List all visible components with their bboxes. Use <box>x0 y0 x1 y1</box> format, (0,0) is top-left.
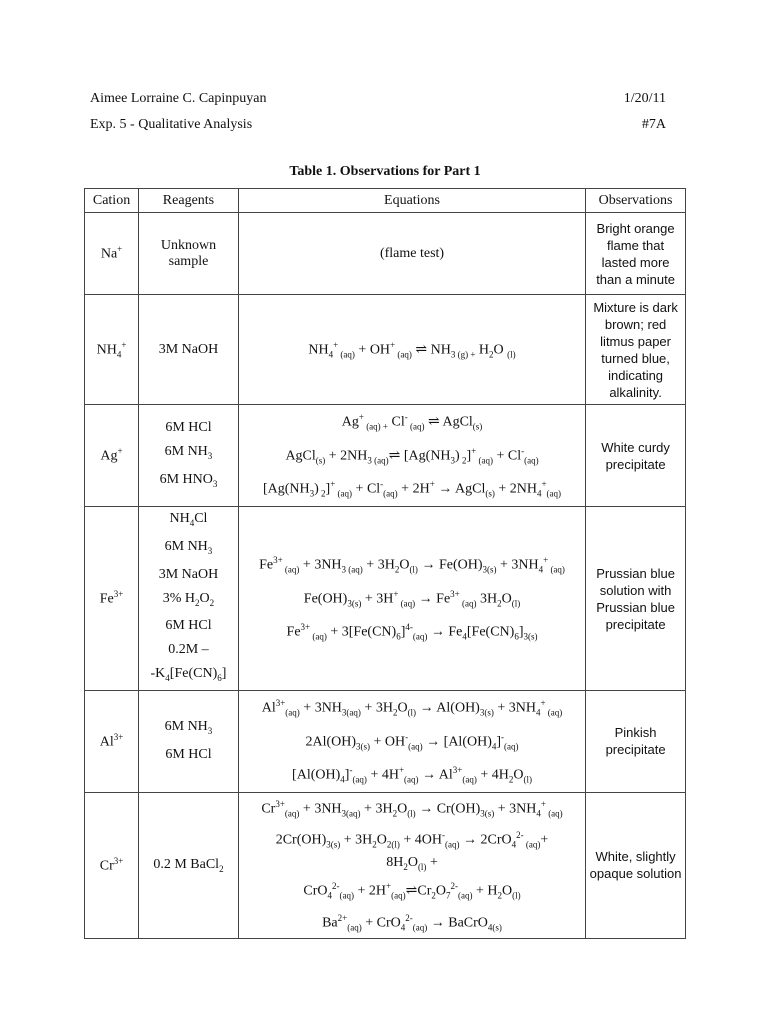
column-header: Reagents <box>139 189 239 213</box>
author-name: Aimee Lorraine C. Capinpuyan <box>90 91 267 106</box>
equation: $NH_4^+$ $_{(aq)}$ + OH+ $_{(aq)}$ ⇌ $NH_{3 (g) +}$ $H_2O$ $_{(l)}$ <box>308 339 516 360</box>
observation-cell: Bright orange flame that lasted more than a minute <box>586 213 686 295</box>
reagent: 6M HCl <box>165 419 212 435</box>
cation-cell: $Cr^{3+}$ <box>85 792 139 939</box>
equation: $Fe^{3+}$ $_{(aq)} + 3NH_{3 (aq)} + 3H_2O_{(l)} \to Fe(OH)_{3(s)} + 3NH_4^+$ $_{(aq)}$ <box>259 555 565 575</box>
table-row <box>85 405 686 507</box>
reagent: 6M $NH_3$ <box>164 719 213 737</box>
table-row <box>85 213 686 295</box>
equation: AgCl$_{(s)}$ + $2NH_{3 (aq)}\rightleftharpoons$ [$Ag(NH_3)$ $_2$]+ $_{(aq)} + Cl^-_{(aq)}$ <box>285 445 539 466</box>
equation: $Al^{3+}_{(aq)} + 3NH_{3(aq)} + 3H_2O_{(l)} \to Al(OH)_{3(s)} + 3NH_4^+$ $_{(aq)}$ <box>261 698 563 718</box>
equations-cell <box>238 295 585 405</box>
observation-cell: Prussian blue solution with Prussian blue precipitate <box>586 507 686 691</box>
equation: [$Ag(NH_3)$ $_2$]+ $_{(aq)} + Cl^-_{(aq)} + 2H^+$ → AgCl$_{(s)}$ + $2NH_4^+_{(aq)}$ <box>262 479 562 499</box>
cation-cell: Na+ <box>85 213 139 295</box>
equations-cell <box>238 691 585 792</box>
reagent: 3M NaOH <box>158 566 219 582</box>
equation: $Ba^{2+}_{(aq)} + CrO_4^{2-}_{(aq)}$ → BaCrO$_{4(s)}$ <box>322 912 502 933</box>
column-header: Equations <box>238 189 585 213</box>
equations-cell <box>238 507 585 691</box>
equation: $Fe(OH)_{3(s)} + 3H^+$ $_{(aq)} \to Fe^{3+}$ $_{(aq)}$ $3H_2O_{(l)}$ <box>303 588 521 609</box>
equation: $[Al(OH)_4]^-_{(aq)} + 4H^+_{(aq)} \to Al^{3+}_{(aq)} + 4H_2O_{(l)}$ <box>292 765 532 785</box>
table-row <box>85 792 686 939</box>
table-title: Table 1. Observations for Part 1 <box>289 164 481 179</box>
reagents-cell <box>139 405 239 507</box>
reagent: 0.2M – <box>168 642 209 658</box>
equation: $2Cr(OH)_{3(s)} + 3H_2O_{2(l)} + 4OH^-_{(aq)} \to 2CrO_4^{2-}$ $_{(aq)}$+ <box>275 830 549 850</box>
cation-cell: $Al^{3+}$ <box>85 691 139 792</box>
cation-cell: $Fe^{3+}$ <box>85 507 139 691</box>
reagent: 6M HCl <box>165 618 212 634</box>
observation-cell: White curdy precipitate <box>586 405 686 507</box>
equation: (flame test) <box>379 245 445 261</box>
table-header-row <box>85 189 686 213</box>
observation-cell: Pinkish precipitate <box>586 691 686 792</box>
experiment-number: #7A <box>641 117 666 132</box>
reagent: 3M NaOH <box>158 341 219 357</box>
reagent: $-K_4[Fe(CN)_6]$ <box>150 666 227 684</box>
column-header: Cation <box>85 189 139 213</box>
header-line-2 <box>90 117 666 133</box>
reagent: 6M HCl <box>165 747 212 763</box>
equation: Ag+ $_{(aq) +}$ Cl- $_{(aq)}$ ⇌ AgCl$_{(s)}$ <box>341 412 483 432</box>
equations-cell <box>238 792 585 939</box>
observation-cell: White, slightly opaque solution <box>586 792 686 939</box>
equations-cell <box>238 213 585 295</box>
reagents-cell <box>139 295 239 405</box>
equation: $Fe^{3+}$ $_{(aq)} + 3[Fe(CN)_6]^{4-}_{(aq)} \to Fe_4[Fe(CN)_6]_{3(s)}$ <box>286 622 538 642</box>
reagents-cell: 0.2 M BaCl$_2$ <box>139 792 239 939</box>
reagent: $NH_4Cl$ <box>169 511 208 528</box>
table-row <box>85 691 686 792</box>
cation-cell: $NH_4^+$ <box>85 295 139 405</box>
observations-table <box>84 188 686 939</box>
equation: $CrO_4^{2-}_{(aq)} + 2H^+_{(aq)}\rightleftharpoons Cr_2O_7^{2-}_{(aq)} + H_2O_{(l)}$ <box>303 881 521 901</box>
date: 1/20/11 <box>623 91 666 106</box>
reagents-cell <box>139 213 239 295</box>
equations-cell <box>238 405 585 507</box>
reagent: 6M $NH_3$ <box>164 443 213 461</box>
table-row <box>85 295 686 405</box>
cation-cell: Ag+ <box>85 405 139 507</box>
reagent: 3% $H_2O_2$ <box>162 590 215 608</box>
equation: $8H_2O_{(l)}$ + <box>386 855 438 873</box>
observation-cell: Mixture is dark brown; red litmus paper turned blue, indicating alkalinity. <box>586 295 686 405</box>
column-header: Observations <box>586 189 686 213</box>
reagents-cell <box>139 507 239 691</box>
reagent: 6M $NH_3$ <box>164 538 213 556</box>
reagent: Unknown sample <box>160 237 217 269</box>
equation: $Cr^{3+}_{(aq)} + 3NH_{3(aq)} + 3H_2O_{(l)} \to Cr(OH)_{3(s)} + 3NH_4^+$ $_{(aq)}$ <box>261 798 563 818</box>
reagent: 6M $HNO_3$ <box>159 471 218 489</box>
reagents-cell <box>139 691 239 792</box>
experiment-title: Exp. 5 - Qualitative Analysis <box>90 117 253 132</box>
table-row <box>85 507 686 691</box>
header-line-1 <box>90 91 666 107</box>
equation: $2Al(OH)_{3(s)} + OH^-_{(aq)} \to [Al(OH)_4]^-_{(aq)}$ <box>305 731 519 752</box>
